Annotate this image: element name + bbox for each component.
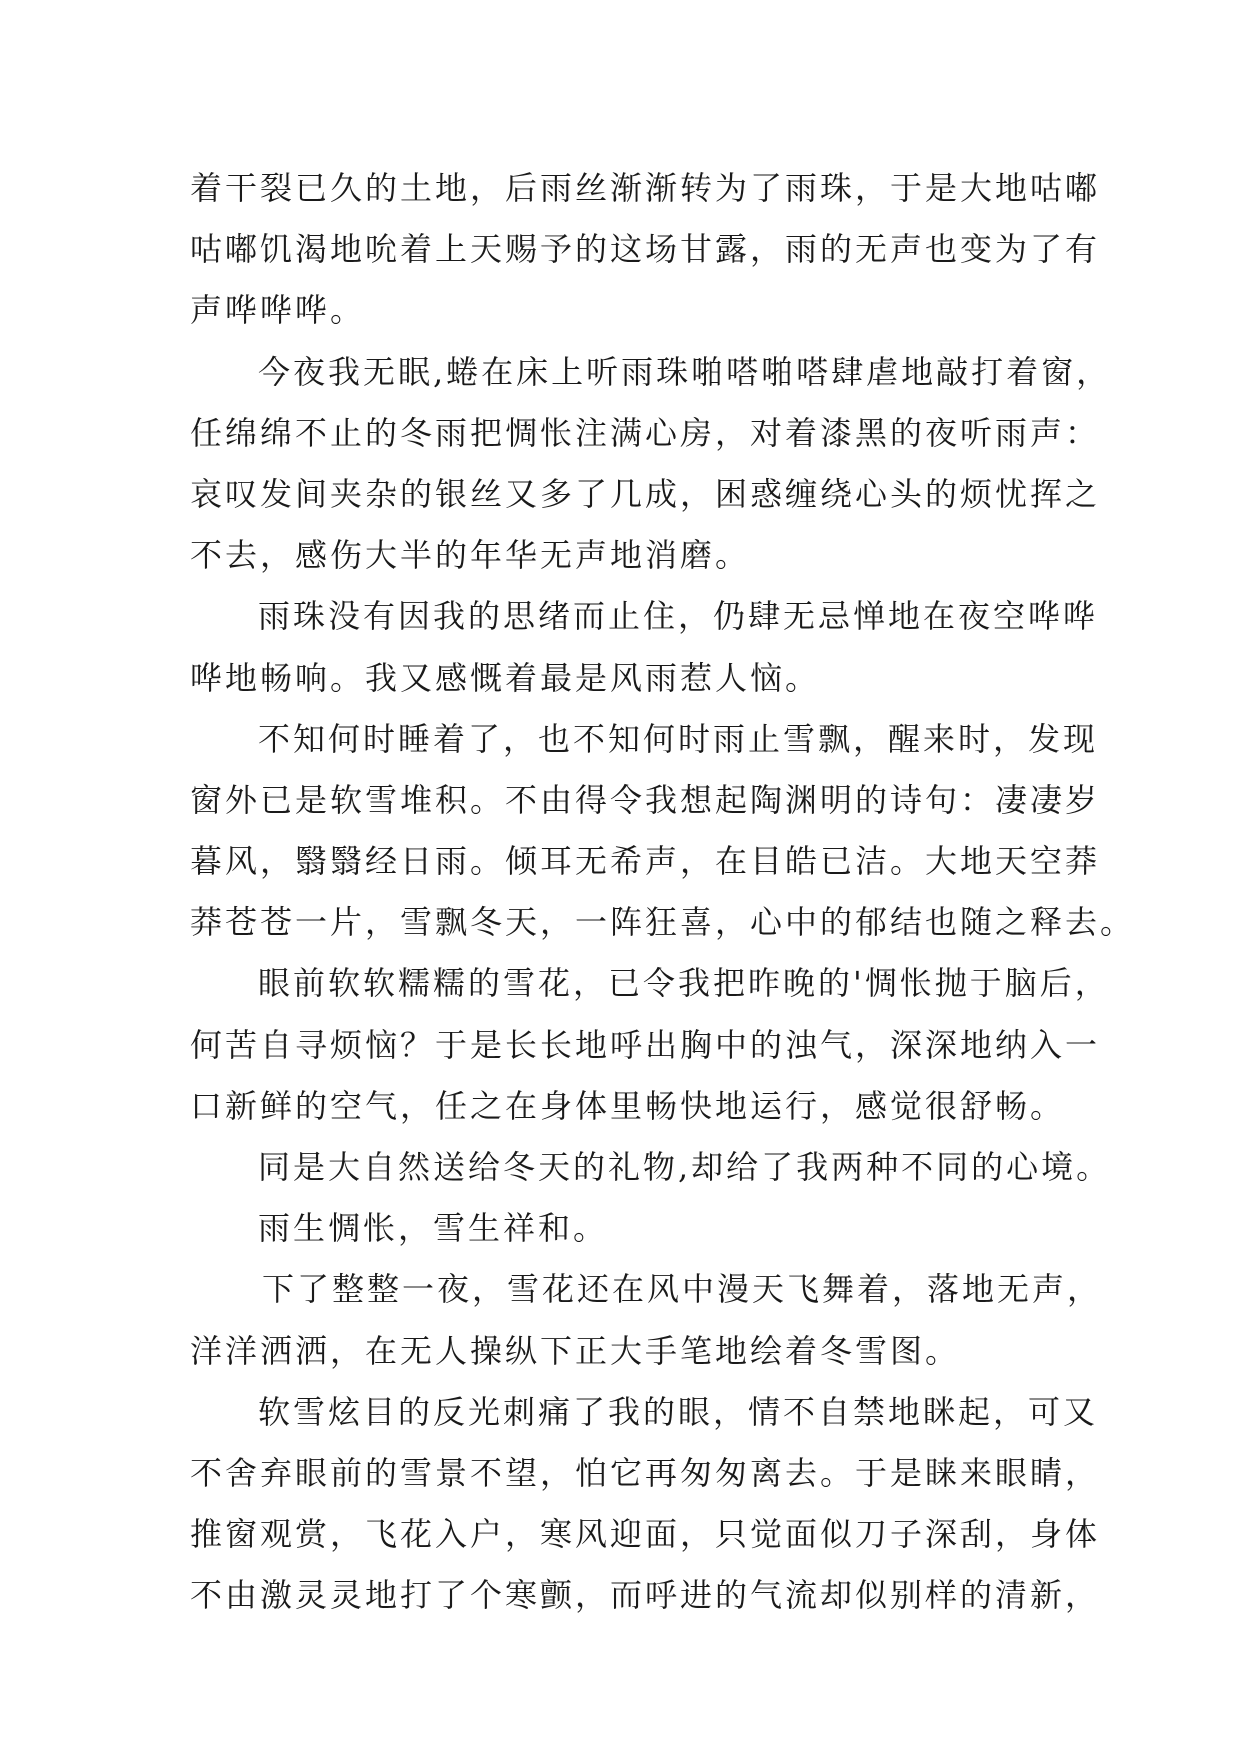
paragraph-first-line: 同是大自然送给冬天的礼物,却给了我两种不同的心境。 — [258, 1148, 1112, 1186]
paragraph-first-line: 眼前软软糯糯的雪花，已令我把昨晚的'惆怅抛于脑后， — [258, 964, 1110, 1003]
text-line: 任绵绵不止的冬雨把惆怅注满心房，对着漆黑的夜听雨声： — [190, 413, 1101, 452]
text-line: 窗外已是软雪堆积。不由得令我想起陶渊明的诗句：凄凄岁 — [190, 780, 1101, 819]
text-line: 口新鲜的空气，任之在身体里畅快地运行，感觉很舒畅。 — [190, 1086, 1066, 1125]
text-line: 洋洋洒洒，在无人操纵下正大手笔地绘着冬雪图。 — [190, 1331, 961, 1370]
paragraph-first-line: 下了整整一夜，雪花还在风中漫天飞舞着，落地无声， — [262, 1270, 1103, 1309]
text-line: 声哗哗哗。 — [190, 291, 366, 330]
paragraph-first-line: 软雪炫目的反光刺痛了我的眼，情不自禁地眯起，可又 — [258, 1392, 1099, 1431]
text-line: 暮风，翳翳经日雨。倾耳无希声，在目皓已洁。大地天空莽 — [190, 842, 1101, 881]
text-line: 推窗观赏，飞花入户，寒风迎面，只觉面似刀子深刮，身体 — [190, 1515, 1101, 1554]
paragraph-first-line: 雨珠没有因我的思绪而止住，仍肆无忌惮地在夜空哗哗 — [258, 597, 1099, 636]
text-line: 不去，感伤大半的年华无声地消磨。 — [190, 536, 751, 575]
text-line: 哗地畅响。我又感慨着最是风雨惹人恼。 — [190, 658, 821, 697]
paragraph-first-line: 雨生惆怅，雪生祥和。 — [258, 1209, 609, 1248]
text-line: 莽苍苍一片，雪飘冬天，一阵狂喜，心中的郁结也随之释去。 — [190, 903, 1136, 942]
paragraph-first-line: 不知何时睡着了，也不知何时雨止雪飘，醒来时，发现 — [258, 719, 1099, 758]
text-line: 哀叹发间夹杂的银丝又多了几成，困惑缠绕心头的烦忧挥之 — [190, 474, 1101, 513]
text-line: 不舍弃眼前的雪景不望，怕它再匆匆离去。于是睐来眼睛， — [190, 1453, 1101, 1492]
text-line: 何苦自寻烦恼？于是长长地呼出胸中的浊气，深深地纳入一 — [190, 1025, 1101, 1064]
text-line: 咕嘟饥渴地吮着上天赐予的这场甘露，雨的无声也变为了有 — [190, 230, 1101, 269]
text-line: 不由激灵灵地打了个寒颤，而呼进的气流却似别样的清新， — [190, 1576, 1101, 1615]
paragraph-first-line: 今夜我无眠,蜷在床上听雨珠啪嗒啪嗒肆虐地敲打着窗， — [258, 352, 1112, 391]
text-line: 着干裂已久的土地，后雨丝渐渐转为了雨珠，于是大地咕嘟 — [190, 169, 1101, 207]
essay-text — [190, 158, 1136, 1627]
